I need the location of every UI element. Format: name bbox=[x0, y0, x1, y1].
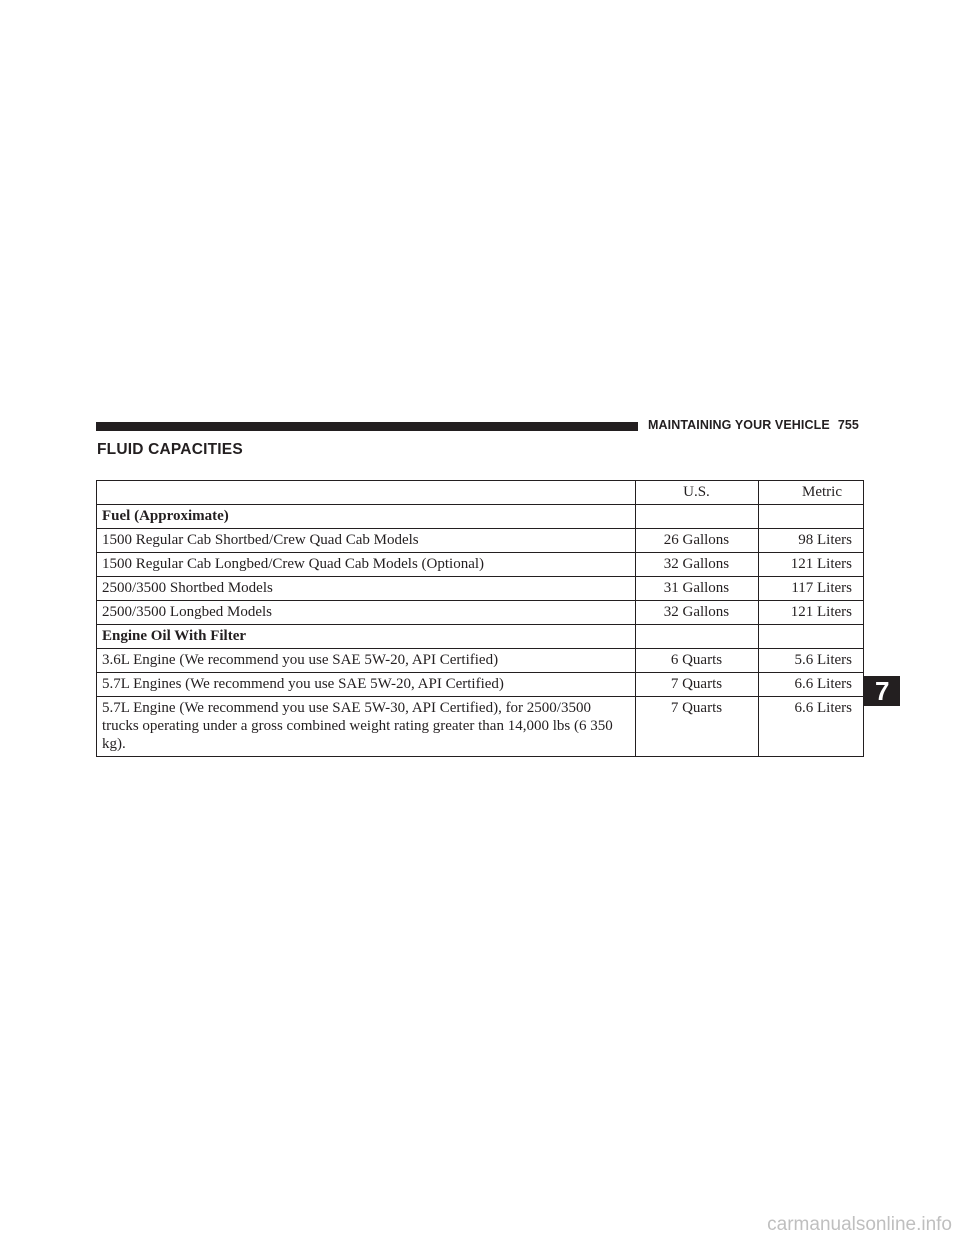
row-label: 2500/3500 Longbed Models bbox=[97, 601, 636, 625]
header-section: MAINTAINING YOUR VEHICLE bbox=[648, 418, 830, 432]
row-metric-value bbox=[759, 505, 864, 529]
row-label: Engine Oil With Filter bbox=[97, 625, 636, 649]
row-us-value bbox=[635, 505, 758, 529]
column-header-item bbox=[97, 481, 636, 505]
row-label: 3.6L Engine (We recommend you use SAE 5W-20, API Certified) bbox=[97, 649, 636, 673]
row-us-value: 32 Gallons bbox=[635, 601, 758, 625]
row-metric-value: 6.6 Liters bbox=[759, 673, 864, 697]
table-section-row bbox=[97, 625, 864, 649]
fluid-capacities-table bbox=[96, 480, 864, 757]
row-metric-value bbox=[759, 625, 864, 649]
table-header-row bbox=[97, 481, 864, 505]
row-metric-value: 117 Liters bbox=[759, 577, 864, 601]
table-row bbox=[97, 529, 864, 553]
row-metric-value: 5.6 Liters bbox=[759, 649, 864, 673]
section-title: FLUID CAPACITIES bbox=[97, 441, 243, 458]
row-label: Fuel (Approximate) bbox=[97, 505, 636, 529]
row-us-value: 7 Quarts bbox=[635, 697, 758, 757]
row-metric-value: 98 Liters bbox=[759, 529, 864, 553]
row-us-value: 31 Gallons bbox=[635, 577, 758, 601]
row-label: 5.7L Engines (We recommend you use SAE 5W-20, API Certified) bbox=[97, 673, 636, 697]
table-row bbox=[97, 673, 864, 697]
row-us-value: 7 Quarts bbox=[635, 673, 758, 697]
table-row bbox=[97, 697, 864, 757]
row-us-value: 26 Gallons bbox=[635, 529, 758, 553]
watermark: carmanualsonline.info bbox=[767, 1214, 952, 1235]
row-metric-value: 6.6 Liters bbox=[759, 697, 864, 757]
table-row bbox=[97, 601, 864, 625]
row-label: 1500 Regular Cab Shortbed/Crew Quad Cab Models bbox=[97, 529, 636, 553]
row-us-value: 32 Gallons bbox=[635, 553, 758, 577]
row-metric-value: 121 Liters bbox=[759, 601, 864, 625]
chapter-tab: 7 bbox=[864, 676, 900, 706]
table-section-row bbox=[97, 505, 864, 529]
page-number: 755 bbox=[837, 418, 859, 432]
row-label: 2500/3500 Shortbed Models bbox=[97, 577, 636, 601]
column-header-us: U.S. bbox=[635, 481, 758, 505]
table-row bbox=[97, 649, 864, 673]
running-header bbox=[648, 418, 864, 432]
table-row bbox=[97, 553, 864, 577]
row-us-value bbox=[635, 625, 758, 649]
row-us-value: 6 Quarts bbox=[635, 649, 758, 673]
row-label: 5.7L Engine (We recommend you use SAE 5W-30, API Certified), for 2500/3500 trucks operating under a gross combined weight rating greater than 14,000 lbs (6 350 kg). bbox=[97, 697, 636, 757]
header-rule bbox=[96, 422, 638, 431]
column-header-metric: Metric bbox=[759, 481, 864, 505]
row-metric-value: 121 Liters bbox=[759, 553, 864, 577]
row-label: 1500 Regular Cab Longbed/Crew Quad Cab Models (Optional) bbox=[97, 553, 636, 577]
table-row bbox=[97, 577, 864, 601]
